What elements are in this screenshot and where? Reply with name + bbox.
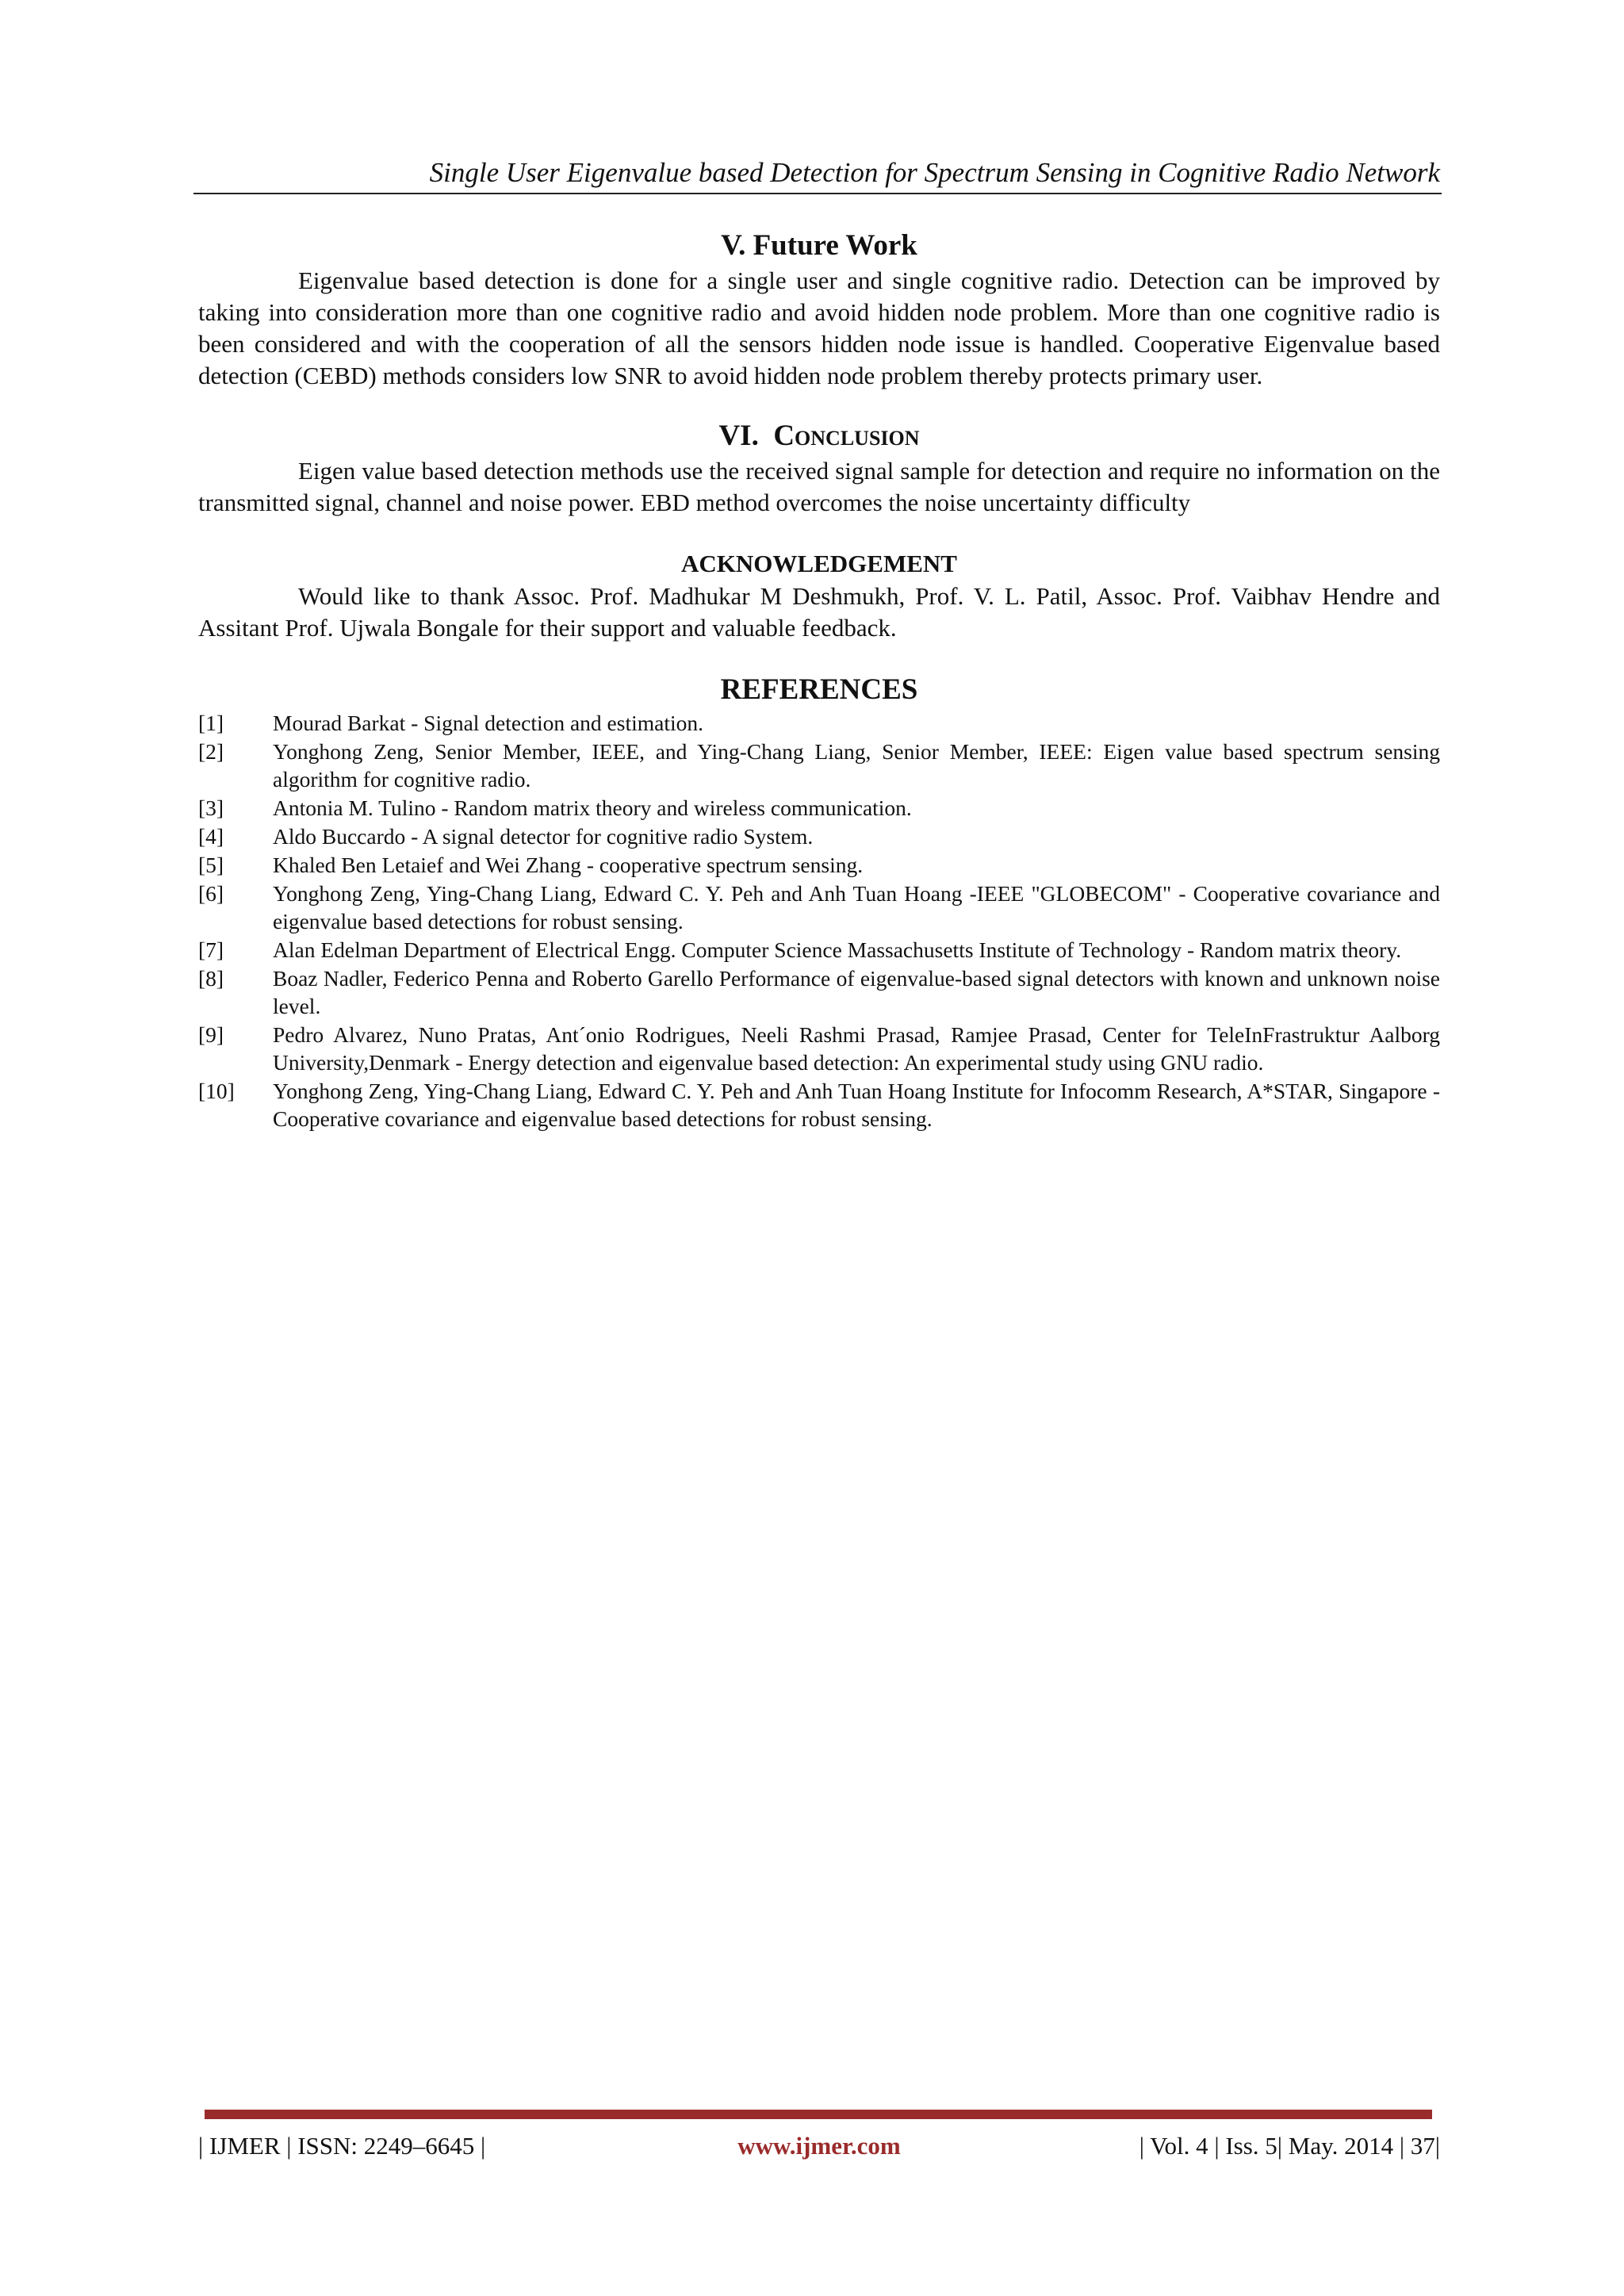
reference-text: Yonghong Zeng, Senior Member, IEEE, and Ying-Chang Liang, Senior Member, IEEE: Eigen value based spectrum sensing algorithm for cognitive radio. (273, 739, 1440, 792)
reference-item (198, 964, 1440, 1020)
reference-item (198, 851, 1440, 879)
reference-number: [10] (198, 1079, 235, 1103)
future-work-paragraph: Eigenvalue based detection is done for a single user and single cognitive radio. Detection can be improved by taking into consideration more than one cognitive radio and avoid hidden node problem. More than one cognitive radio is been considered and with the cooperation of all the sensors hidden node issue is handled. Cooperative Eigenvalue based detection (CEBD) methods considers low SNR to avoid hidden node problem thereby protects primary user. (198, 266, 1440, 389)
reference-text: Boaz Nadler, Federico Penna and Roberto Garello Performance of eigenvalue-based signal detectors with known and unknown noise level. (273, 966, 1440, 1018)
reference-text: Alan Edelman Department of Electrical Engg. Computer Science Massachusetts Institute of Technology - Random matrix theory. (273, 937, 1402, 962)
reference-item (198, 936, 1440, 964)
footer-volume-page: | Vol. 4 | Iss. 5| May. 2014 | 37| (1139, 2132, 1440, 2160)
reference-text: Yonghong Zeng, Ying-Chang Liang, Edward C. Y. Peh and Anh Tuan Hoang -IEEE "GLOBECOM" - Cooperative covariance and eigenvalue based detections for robust sensing. (273, 881, 1440, 933)
footer-bar (205, 2110, 1432, 2119)
future-work-heading: V. Future Work (721, 229, 917, 262)
conclusion-heading (198, 417, 1440, 455)
footer-website-link[interactable]: www.ijmer.com (737, 2132, 901, 2160)
reference-text: Aldo Buccardo - A signal detector for cognitive radio System. (273, 824, 814, 849)
running-header: Single User Eigenvalue based Detection for Spectrum Sensing in Cognitive Radio Network (429, 157, 1440, 188)
reference-number: [7] (198, 937, 224, 962)
reference-number: [1] (198, 711, 224, 735)
conclusion-section (198, 417, 1440, 519)
reference-number: [2] (198, 739, 224, 764)
reference-item (198, 1021, 1440, 1076)
acknowledgement-section (198, 547, 1440, 644)
reference-item (198, 822, 1440, 850)
reference-item (198, 709, 1440, 737)
reference-text: Yonghong Zeng, Ying-Chang Liang, Edward C. Y. Peh and Anh Tuan Hoang Institute for Infocomm Research, A*STAR, Singapore - Cooperative covariance and eigenvalue based detections for robust sensing. (273, 1079, 1440, 1131)
reference-item (198, 794, 1440, 822)
page-content (198, 227, 1440, 1133)
acknowledgement-heading: ACKNOWLEDGEMENT (681, 550, 957, 577)
future-work-section (198, 227, 1440, 392)
reference-text: Antonia M. Tulino - Random matrix theory and wireless communication. (273, 795, 912, 820)
references-heading: REFERENCES (720, 673, 918, 706)
footer-journal-issn: | IJMER | ISSN: 2249–6645 | (198, 2132, 486, 2160)
reference-text: Khaled Ben Letaief and Wei Zhang - cooperative spectrum sensing. (273, 853, 864, 877)
reference-number: [9] (198, 1022, 224, 1047)
reference-number: [3] (198, 795, 224, 820)
reference-number: [6] (198, 881, 224, 906)
header-rule (193, 193, 1442, 194)
reference-item (198, 880, 1440, 935)
references-section (198, 671, 1440, 1133)
reference-number: [4] (198, 824, 224, 849)
acknowledgement-paragraph: Would like to thank Assoc. Prof. Madhukar M Deshmukh, Prof. V. L. Patil, Assoc. Prof. Vaibhav Hendre and Assitant Prof. Ujwala Bongale for their support and valuable feedback. (198, 582, 1440, 642)
conclusion-numeral: VI. (718, 420, 759, 452)
conclusion-title: Conclusion (773, 420, 920, 452)
reference-item (198, 1077, 1440, 1133)
reference-text: Pedro Alvarez, Nuno Pratas, Ant´onio Rodrigues, Neeli Rashmi Prasad, Ramjee Prasad, Center for TeleInFrastruktur Aalborg University,Denmark - Energy detection and eigenvalue based detection: An experimental study using GNU radio. (273, 1022, 1440, 1075)
reference-number: [8] (198, 966, 224, 991)
page-footer (198, 2129, 1440, 2164)
reference-list (198, 709, 1440, 1133)
conclusion-paragraph: Eigen value based detection methods use the received signal sample for detection and require no information on the transmitted signal, channel and noise power. EBD method overcomes the noise uncertainty difficulty (198, 457, 1440, 516)
reference-number: [5] (198, 853, 224, 877)
reference-item (198, 738, 1440, 793)
reference-text: Mourad Barkat - Signal detection and estimation. (273, 711, 703, 735)
